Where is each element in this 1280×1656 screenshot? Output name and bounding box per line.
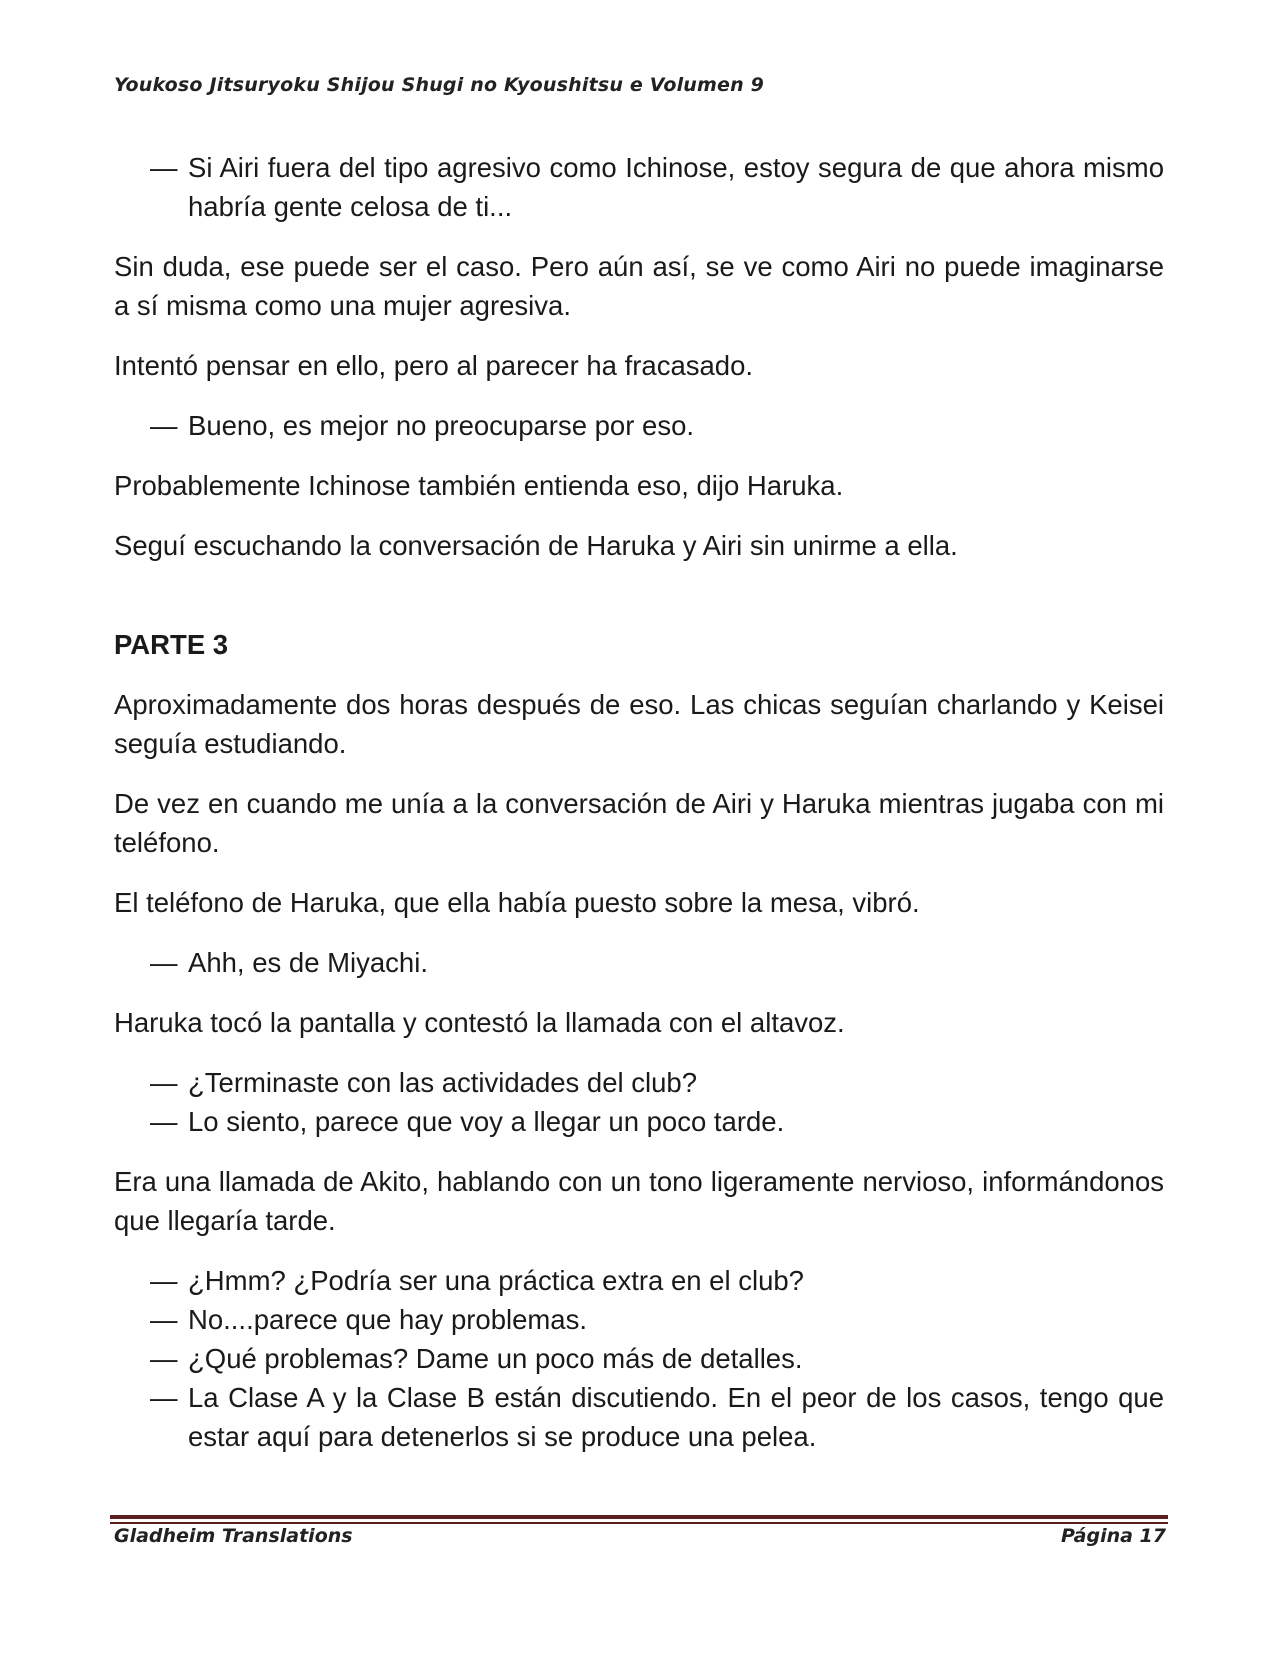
paragraph: Era una llamada de Akito, hablando con un tono ligeramente nervioso, informándonos que llegaría tarde. xyxy=(114,1166,1164,1236)
dialogue-line xyxy=(150,1378,1164,1456)
paragraph: Aproximadamente dos horas después de eso. Las chicas seguían charlando y Keisei seguía estudiando. xyxy=(114,689,1164,759)
em-dash: — xyxy=(150,1304,178,1335)
dialogue-block xyxy=(114,1063,1164,1141)
section-heading: PARTE 3 xyxy=(114,629,229,660)
dialogue-text: No....parece que hay problemas. xyxy=(188,1304,587,1335)
em-dash: — xyxy=(150,1106,178,1137)
em-dash: — xyxy=(150,1343,178,1374)
footer-publisher: Gladheim Translations xyxy=(114,1525,353,1547)
dialogue-line xyxy=(150,148,1164,226)
dialogue-text: La Clase A y la Clase B están discutiendo. En el peor de los casos, tengo que estar aquí para detenerlos si se produce una pelea. xyxy=(188,1382,1164,1452)
dialogue-text: ¿Terminaste con las actividades del club? xyxy=(188,1067,698,1098)
paragraph: Seguí escuchando la conversación de Haruka y Airi sin unirme a ella. xyxy=(114,530,958,561)
paragraph: De vez en cuando me unía a la conversación de Airi y Haruka mientras jugaba con mi teléfono. xyxy=(114,788,1164,858)
footer-divider-thin xyxy=(110,1522,1168,1524)
dialogue-block xyxy=(114,148,1164,226)
paragraph: Probablemente Ichinose también entienda eso, dijo Haruka. xyxy=(114,470,844,501)
footer-divider xyxy=(110,1515,1168,1519)
dialogue-text: Lo siento, parece que voy a llegar un poco tarde. xyxy=(188,1106,785,1137)
paragraph: El teléfono de Haruka, que ella había puesto sobre la mesa, vibró. xyxy=(114,887,920,918)
em-dash: — xyxy=(150,1382,178,1413)
em-dash: — xyxy=(150,410,178,441)
dialogue-line xyxy=(150,943,1164,982)
em-dash: — xyxy=(150,1067,178,1098)
em-dash: — xyxy=(150,152,178,183)
paragraph: Sin duda, ese puede ser el caso. Pero aún así, se ve como Airi no puede imaginarse a sí misma como una mujer agresiva. xyxy=(114,251,1164,321)
dialogue-text: ¿Qué problemas? Dame un poco más de detalles. xyxy=(188,1343,803,1374)
dialogue-line xyxy=(150,1102,1164,1141)
paragraph: Intentó pensar en ello, pero al parecer ha fracasado. xyxy=(114,350,754,381)
em-dash: — xyxy=(150,947,178,978)
dialogue-block xyxy=(114,1261,1164,1456)
footer-page-number: Página 17 xyxy=(1060,1525,1166,1547)
dialogue-line xyxy=(150,406,1164,445)
dialogue-line xyxy=(150,1300,1164,1339)
dialogue-text: Si Airi fuera del tipo agresivo como Ichinose, estoy segura de que ahora mismo habría gente celosa de ti... xyxy=(188,152,1164,222)
em-dash: — xyxy=(150,1265,178,1296)
dialogue-line xyxy=(150,1261,1164,1300)
dialogue-block xyxy=(114,406,1164,445)
dialogue-text: ¿Hmm? ¿Podría ser una práctica extra en el club? xyxy=(188,1265,804,1296)
dialogue-line xyxy=(150,1339,1164,1378)
dialogue-block xyxy=(114,943,1164,982)
running-header: Youkoso Jitsuryoku Shijou Shugi no Kyoushitsu e Volumen 9 xyxy=(114,74,765,96)
dialogue-text: Ahh, es de Miyachi. xyxy=(188,947,428,978)
dialogue-text: Bueno, es mejor no preocuparse por eso. xyxy=(188,410,694,441)
page-body xyxy=(114,148,1164,1477)
paragraph: Haruka tocó la pantalla y contestó la llamada con el altavoz. xyxy=(114,1007,845,1038)
dialogue-line xyxy=(150,1063,1164,1102)
